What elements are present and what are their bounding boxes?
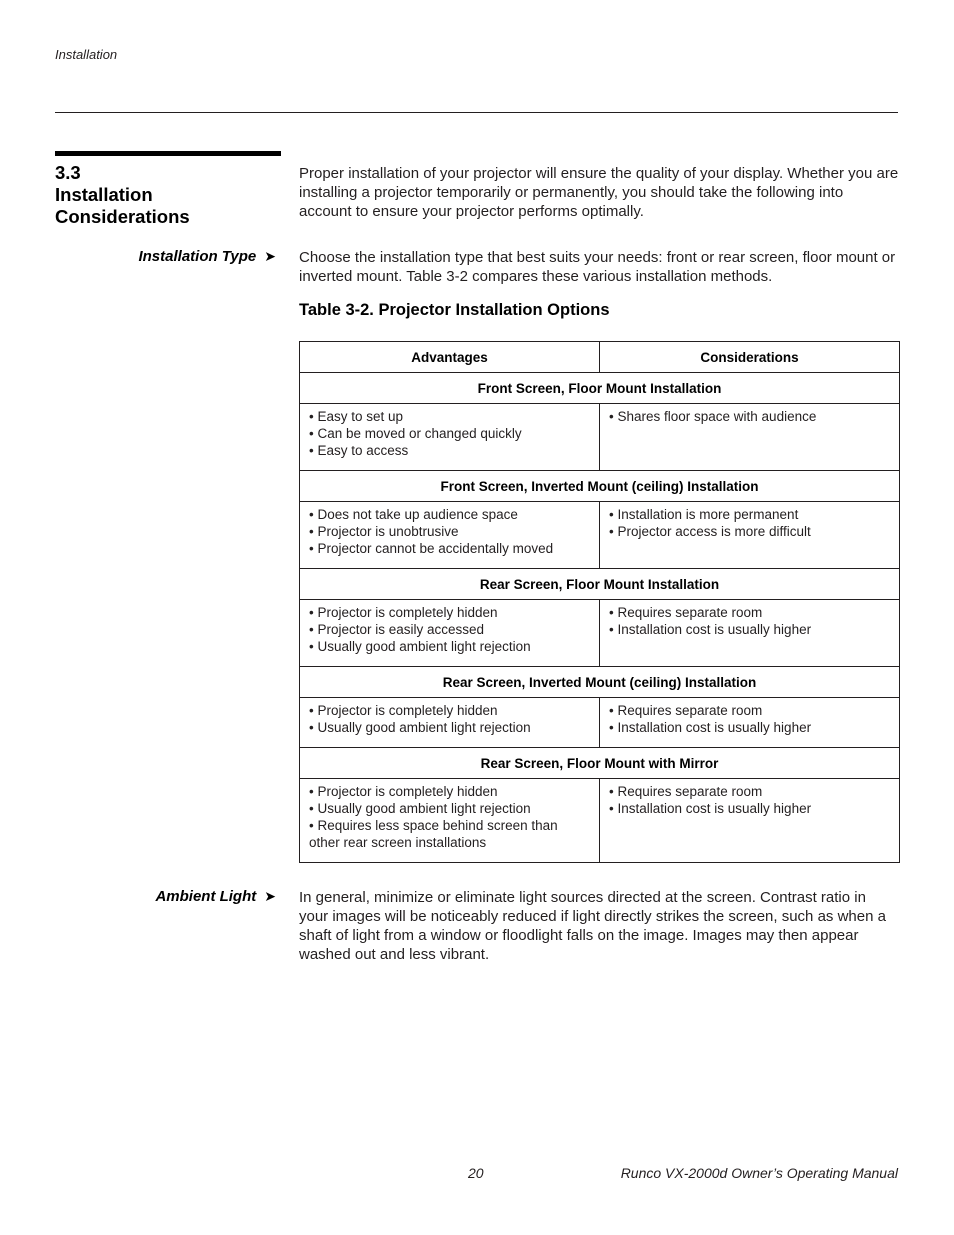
advantages-cell [300, 779, 600, 863]
group-title: Rear Screen, Floor Mount with Mirror [300, 748, 900, 779]
section-title-line1: Installation [55, 184, 153, 205]
table-group-row [300, 373, 900, 404]
list-item: • Installation cost is usually higher [609, 622, 812, 637]
considerations-cell [600, 779, 900, 863]
list-item: • Installation cost is usually higher [609, 720, 812, 735]
list-item: • Easy to set up [309, 409, 404, 424]
intro-paragraph: Proper installation of your projector will ensure the quality of your display. Whether you are installing a projector temporarily or permanently, you should take the following into account to ensure your projector performs optimally. [299, 165, 899, 220]
advantages-cell [300, 698, 600, 748]
table-group-row [300, 471, 900, 502]
list-item: • Projector is completely hidden [309, 605, 498, 620]
list-item: • Projector is easily accessed [309, 622, 485, 637]
list-item: • Requires less space behind screen than [309, 818, 558, 833]
table-row [300, 779, 900, 863]
column-header-considerations: Considerations [600, 342, 900, 373]
arrow-right-icon: ➤ [264, 248, 276, 264]
installation-type-label: Installation Type [138, 248, 257, 265]
installation-type-paragraph: Choose the installation type that best suits your needs: front or rear screen, floor mount or inverted mount. Table 3-2 compares these various installation methods. [299, 249, 896, 285]
considerations-cell [600, 600, 900, 667]
list-item: • Does not take up audience space [309, 507, 518, 522]
list-item: other rear screen installations [309, 835, 487, 850]
advantages-cell [300, 404, 600, 471]
section-title-line2: Considerations [55, 206, 190, 227]
table-row [300, 600, 900, 667]
header-rule [55, 112, 898, 113]
considerations-cell [600, 502, 900, 569]
section-bar [55, 151, 281, 156]
list-item: • Projector is completely hidden [309, 703, 498, 718]
group-title: Rear Screen, Inverted Mount (ceiling) Installation [300, 667, 900, 698]
running-header: Installation [55, 47, 118, 62]
ambient-light-heading [155, 888, 276, 905]
list-item: • Requires separate room [609, 605, 763, 620]
list-item: • Usually good ambient light rejection [309, 801, 531, 816]
list-item: • Installation cost is usually higher [609, 801, 812, 816]
table-row [300, 404, 900, 471]
list-item: • Projector is completely hidden [309, 784, 498, 799]
list-item: • Installation is more permanent [609, 507, 799, 522]
page-number: 20 [468, 1165, 484, 1181]
list-item: • Easy to access [309, 443, 409, 458]
table-group-row [300, 569, 900, 600]
table-row [300, 698, 900, 748]
table-caption: Table 3-2. Projector Installation Options [299, 301, 610, 319]
list-item: • Usually good ambient light rejection [309, 720, 531, 735]
group-title: Front Screen, Floor Mount Installation [300, 373, 900, 404]
list-item: • Can be moved or changed quickly [309, 426, 522, 441]
manual-title: Runco VX-2000d Owner’s Operating Manual [620, 1165, 898, 1181]
list-item: • Projector cannot be accidentally moved [309, 541, 554, 556]
section-title [55, 162, 285, 228]
table-group-row [300, 667, 900, 698]
table-header-row [300, 342, 900, 373]
list-item: • Shares floor space with audience [609, 409, 817, 424]
considerations-cell [600, 404, 900, 471]
advantages-cell [300, 600, 600, 667]
group-title: Rear Screen, Floor Mount Installation [300, 569, 900, 600]
list-item: • Projector is unobtrusive [309, 524, 459, 539]
group-title: Front Screen, Inverted Mount (ceiling) Installation [300, 471, 900, 502]
section-number: 3.3 [55, 162, 81, 183]
list-item: • Projector access is more difficult [609, 524, 811, 539]
installation-options-table [299, 341, 900, 863]
installation-type-heading [138, 248, 276, 265]
ambient-light-paragraph: In general, minimize or eliminate light sources directed at the screen. Contrast ratio in your images will be noticeably reduced if light directly strikes the screen, such as when a shaft of light from a window or floodlight falls on the image. Images may then appear washed out and less vibrant. [299, 889, 886, 963]
table-row [300, 502, 900, 569]
list-item: • Requires separate room [609, 703, 763, 718]
list-item: • Usually good ambient light rejection [309, 639, 531, 654]
column-header-advantages: Advantages [300, 342, 600, 373]
ambient-light-label: Ambient Light [155, 888, 257, 905]
table-group-row [300, 748, 900, 779]
list-item: • Requires separate room [609, 784, 763, 799]
considerations-cell [600, 698, 900, 748]
arrow-right-icon: ➤ [264, 888, 276, 904]
advantages-cell [300, 502, 600, 569]
